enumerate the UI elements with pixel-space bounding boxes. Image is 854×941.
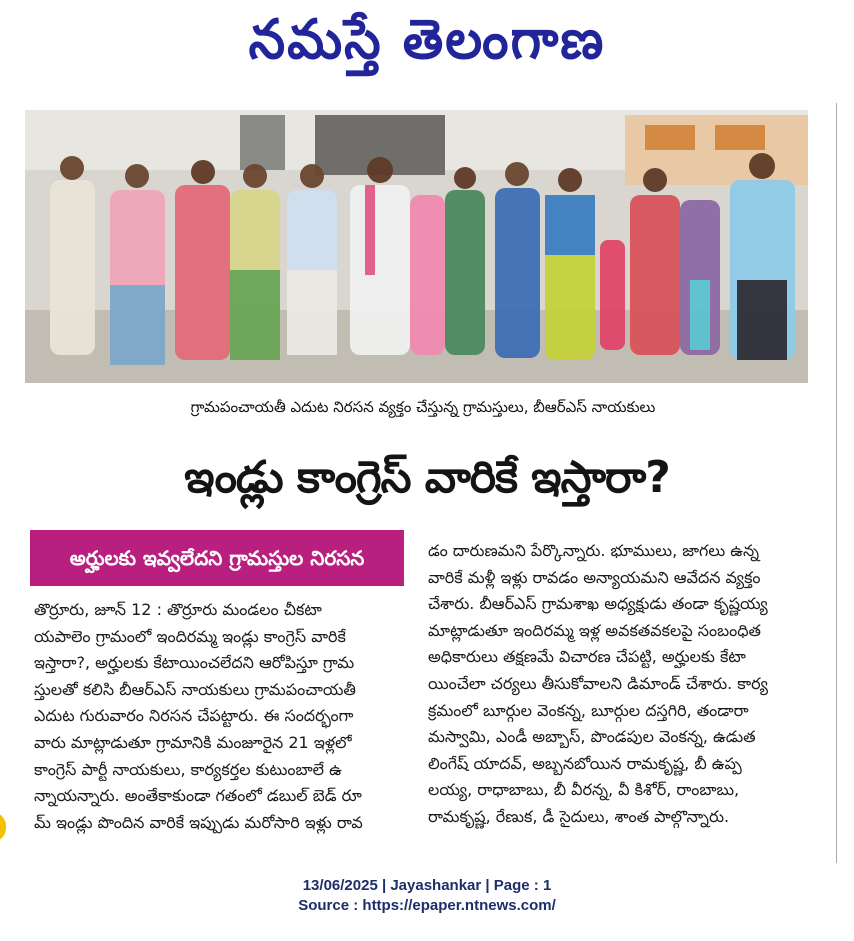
- headline-text: ఇండ్లు కాంగ్రెస్ వారికే ఇస్తారా?: [184, 452, 670, 503]
- footer-date-edition: 13/06/2025 | Jayashankar | Page : 1: [302, 877, 552, 894]
- article-column-1: [34, 597, 412, 836]
- article-line: చేశారు. బీఆర్ఎస్ గ్రామశాఖ అధ్యక్షుడు తండా కృష్ణయ్య: [428, 594, 768, 614]
- article-line: ఇస్తారా?, అర్హులకు కేటాయించలేదని ఆరోపిస్తూ గ్రామ: [34, 653, 355, 673]
- news-photo: [25, 110, 808, 383]
- article-line: అధికారులు తక్షణమే విచారణ చేపట్టి, అర్హులకు కేటా: [428, 647, 746, 667]
- article-line: ఎదుట గురువారం నిరసన చేపట్టారు. ఈ సందర్భంగా: [34, 706, 354, 726]
- article-line: యపాలెం గ్రామంలో ఇందిరమ్మ ఇండ్లు కాంగ్రెస్ వారికే: [34, 626, 346, 646]
- article-line: మ్ ఇండ్లు పొందిన వారికే ఇప్పుడు మరోసారి ఇళ్లు రావ: [34, 812, 363, 832]
- subheadline-box: [30, 530, 404, 586]
- footer-source-link[interactable]: Source : https://epaper.ntnews.com/: [298, 897, 556, 914]
- subheadline-text: అర్హులకు ఇవ్వలేదని గ్రామస్తుల నిరసన: [69, 546, 365, 570]
- newspaper-title: నమస్తే తెలంగాణ: [248, 7, 606, 72]
- article-line: లింగేష్ యాదవ్, అబ్బనబోయిన రామకృష్ణ, బీ ఉప్ప: [428, 753, 742, 773]
- article-line: రామకృష్ణ, రేణుక, డీ సైదులు, శాంత పాల్గొన్నారు.: [428, 806, 730, 826]
- headline: [0, 430, 854, 525]
- article-line: స్తులతో కలిసి బీఆర్ఎస్ నాయకులు గ్రామపంచాయతీ: [34, 679, 356, 699]
- article-line: క్రమంలో బూర్గుల వెంకన్న, బూర్గుల దస్తగిరి, తండారా: [428, 700, 749, 720]
- article-line: వారికే మళ్లీ ఇళ్లు రావడం అన్యాయమని ఆవేదన వ్యక్తం: [428, 567, 761, 587]
- article-line: కాంగ్రెస్ పార్టీ నాయకులు, కార్యకర్తల కుటుంబాలే ఉ: [34, 759, 342, 779]
- article-line: డం దారుణమని పేర్కొన్నారు. భూములు, జాగలు ఉన్న: [428, 541, 760, 560]
- masthead: [0, 4, 854, 76]
- article-line: వారు మాట్లాడుతూ గ్రామానికి మంజూరైన 21 ఇళ్లలో: [34, 732, 352, 752]
- column-divider: [836, 103, 837, 863]
- article-line: లయ్య, రాధాబాబు, బీ వీరన్న, వీ కిశోర్, రాంబాబు,: [428, 780, 740, 800]
- article-line: మస్వామి, ఎండీ అబ్బాస్, పొండపుల వెంకన్న, ఉడుత: [428, 727, 756, 747]
- protest-photo-illustration: [25, 110, 808, 383]
- article-line: తొర్రూరు, జూన్ 12 : తొర్రూరు మండలం చీకటా: [34, 600, 322, 619]
- article-line: యించేలా చర్యలు తీసుకోవాలని డిమాండ్ చేశారు. కార్య: [428, 673, 768, 693]
- page-edge-marker: [0, 812, 6, 842]
- footer: [0, 876, 854, 916]
- article-line: మాట్లాడుతూ ఇందిరమ్మ ఇళ్ల అవకతవకలపై సంబంధిత: [428, 620, 761, 640]
- article-column-2: [428, 538, 806, 831]
- photo-caption: గ్రామపంచాయతీ ఎదుట నిరసన వ్యక్తం చేస్తున్న గ్రామస్తులు, బీఆర్ఎస్ నాయకులు: [190, 398, 656, 416]
- article-line: న్నాయన్నారు. అంతేకాకుండా గతంలో డబుల్ బెడ్ రూ: [34, 786, 362, 806]
